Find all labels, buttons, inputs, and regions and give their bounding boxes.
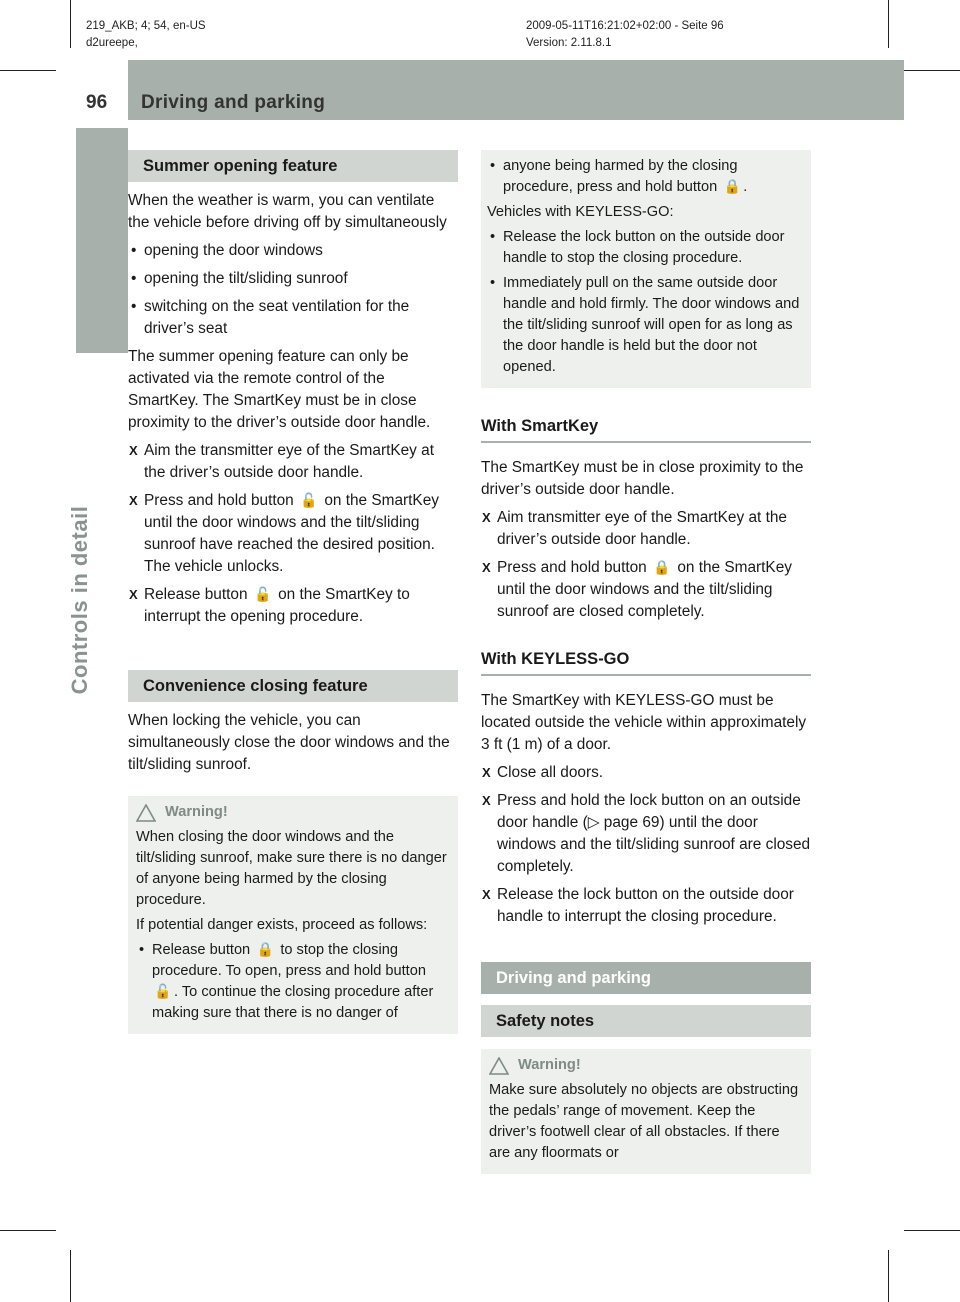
section-title: Summer opening feature [128, 150, 458, 182]
warning-box-continued [481, 150, 811, 388]
page-number: 96 [86, 92, 108, 113]
lock-icon: 🔒 [653, 560, 671, 576]
side-tab-label: Controls in detail [67, 505, 92, 695]
list-item: • switching on the seat ventilation for the driver’s seat [128, 296, 458, 340]
print-meta-left: 219_AKB; 4; 54, en-US d2ureepe, [86, 20, 206, 49]
step-item: X Close all doors. [481, 762, 811, 784]
crop-mark [70, 0, 71, 48]
step-item: X Press and hold the lock button on an outside door handle (▷ page 69) until the door windows and the tilt/sliding sunroof are closed completely. [481, 790, 811, 878]
print-meta-right: 2009-05-11T16:21:02+02:00 - Seite 96 Version: 2.11.8.1 [526, 20, 724, 49]
list-item: • Release button 🔒 to stop the closing procedure. To open, press and hold button 🔓 . To continue the closing procedure after making sure that there is no danger of [136, 940, 450, 1024]
subsection-title: With SmartKey [481, 410, 811, 443]
lock-icon: 🔒 [256, 942, 274, 958]
crop-mark [904, 1230, 960, 1231]
crop-mark [904, 70, 960, 71]
crop-mark [70, 1250, 71, 1302]
paragraph: The SmartKey must be in close proximity to the driver’s outside door handle. [481, 459, 804, 498]
warning-triangle-icon [136, 804, 156, 822]
paragraph: The summer opening feature can only be activated via the remote control of the SmartKey. The SmartKey must be in close proximity to the driver’s outside door handle. [128, 348, 431, 431]
step-item: X Aim transmitter eye of the SmartKey at the driver’s outside door handle. [481, 507, 811, 551]
list-item: • Immediately pull on the same outside door handle and hold firmly. The door windows and the tilt/sliding sunroof will open for as long as the door handle is held but the door not opened. [487, 273, 803, 378]
unlock-icon: 🔓 [254, 587, 272, 603]
step-item: X Release button 🔓 on the SmartKey to interrupt the opening procedure. [128, 584, 458, 628]
step-item: X Release the lock button on the outside door handle to interrupt the closing procedure. [481, 884, 811, 928]
step-item: X Press and hold button 🔓 on the SmartKey until the door windows and the tilt/sliding sunroof have reached the desired position. The vehicle unlocks. [128, 490, 458, 578]
unlock-icon: 🔓 [154, 984, 172, 1000]
warning-title: Warning! [489, 1055, 803, 1076]
paragraph: When locking the vehicle, you can simultaneously close the door windows and the tilt/sliding sunroof. [128, 712, 450, 773]
crop-mark [888, 1250, 889, 1302]
lock-icon: 🔒 [723, 179, 741, 195]
paragraph: Vehicles with KEYLESS-GO: [487, 204, 674, 220]
crop-mark [888, 0, 889, 48]
paragraph: The SmartKey with KEYLESS-GO must be located outside the vehicle within approximately 3 ft (1 m) of a door. [481, 692, 807, 753]
unlock-icon: 🔓 [300, 493, 318, 509]
section-title: Convenience closing feature [128, 670, 458, 702]
list-item: • opening the door windows [128, 240, 458, 262]
left-column [128, 150, 458, 1034]
crop-mark [0, 1230, 56, 1231]
paragraph: Make sure absolutely no objects are obstructing the pedals’ range of movement. Keep the driver’s footwell clear of all obstacles. If there are any floormats or [489, 1082, 799, 1161]
paragraph: When closing the door windows and the tilt/sliding sunroof, make sure there is no danger of anyone being harmed by the closing procedure. [136, 829, 447, 908]
side-tab-block [76, 128, 128, 353]
list-item-continued: • anyone being harmed by the closing procedure, press and hold button 🔒 . [487, 156, 803, 198]
subsection-title: With KEYLESS-GO [481, 643, 811, 676]
warning-triangle-icon [489, 1057, 509, 1075]
crop-mark [0, 70, 56, 71]
list-item: • opening the tilt/sliding sunroof [128, 268, 458, 290]
step-item: X Press and hold button 🔒 on the SmartKey until the door windows and the tilt/sliding sunroof are closed completely. [481, 557, 811, 623]
chapter-title: Driving and parking [481, 962, 811, 994]
page-title: Driving and parking [141, 92, 326, 113]
step-item: X Aim the transmitter eye of the SmartKey at the driver’s outside door handle. [128, 440, 458, 484]
warning-box [128, 796, 458, 1034]
paragraph: When the weather is warm, you can ventilate the vehicle before driving off by simultaneously [128, 192, 447, 231]
paragraph: If potential danger exists, proceed as follows: [136, 917, 428, 933]
list-item: • Release the lock button on the outside door handle to stop the closing procedure. [487, 227, 803, 269]
warning-box [481, 1049, 811, 1174]
right-column [481, 150, 811, 1174]
section-title: Safety notes [481, 1005, 811, 1037]
warning-title: Warning! [136, 802, 450, 823]
